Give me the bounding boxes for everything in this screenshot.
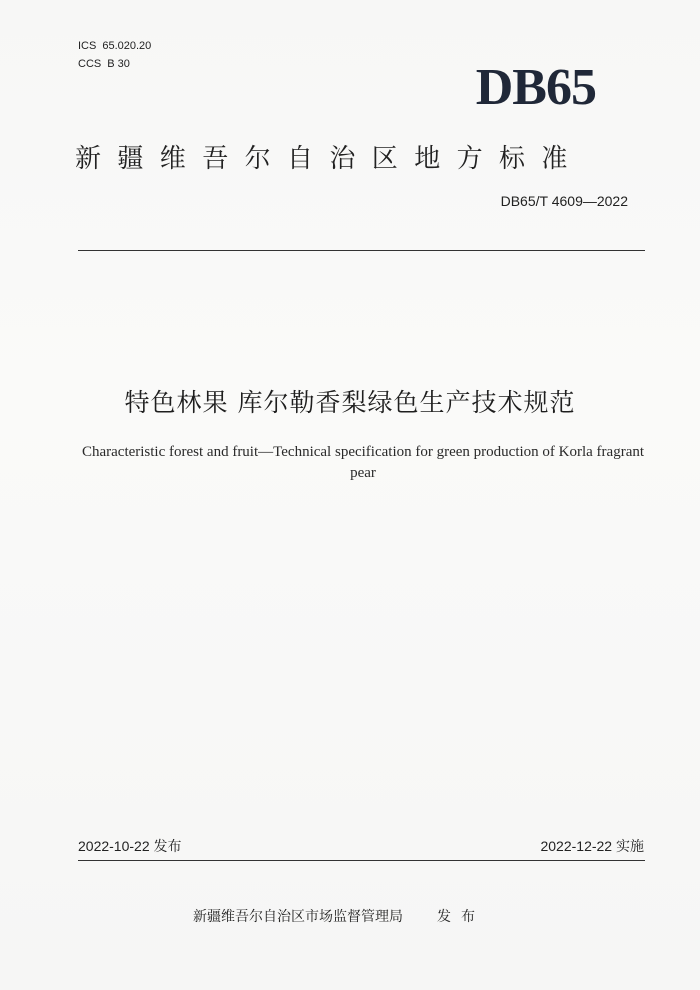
standard-type-heading: 新疆维吾尔自治区地方标准	[75, 144, 584, 174]
ics-code	[78, 37, 151, 55]
header-divider	[78, 250, 645, 251]
standard-number: DB65/T 4609—2022	[500, 193, 628, 209]
document-title-chinese: 特色林果 库尔勒香梨绿色生产技术规范	[124, 388, 576, 417]
ccs-code	[78, 55, 151, 73]
ics-label: ICS	[78, 40, 97, 52]
document-title-english: Characteristic forest and fruit—Technical specification for green production of Korla fragrant pear	[81, 444, 645, 481]
publish-date: 2022-10-22 发布	[78, 838, 182, 854]
ccs-label: CCS	[78, 58, 102, 70]
db65-logo: DB65	[475, 59, 596, 116]
classification-codes	[78, 37, 151, 73]
issue-word: 发布	[437, 909, 485, 925]
implement-date: 2022-12-22 实施	[540, 838, 644, 854]
footer-divider	[78, 860, 645, 861]
issuing-authority	[193, 906, 485, 926]
ccs-value: B 30	[107, 58, 130, 70]
ics-value: 65.020.20	[102, 40, 152, 52]
issuer-name: 新疆维吾尔自治区市场监督管理局	[193, 909, 403, 925]
